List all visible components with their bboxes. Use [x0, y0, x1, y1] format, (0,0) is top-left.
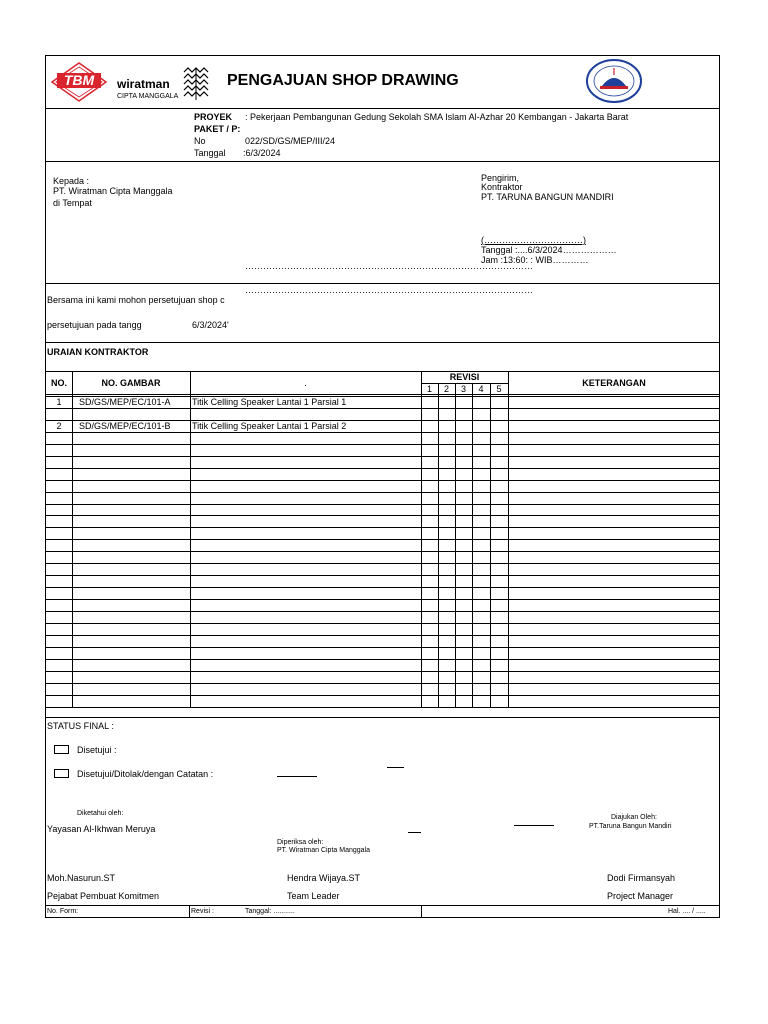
col-ket-header: KETERANGAN [582, 378, 646, 388]
divider [46, 905, 720, 906]
yayasan-seal-logo [584, 58, 644, 104]
col-revisi-header: REVISI [449, 372, 480, 382]
table-row [46, 563, 720, 564]
table-row [46, 515, 720, 516]
divider [46, 108, 720, 109]
table-row [46, 659, 720, 660]
name-ppk: Moh.Nasurun.ST [47, 873, 116, 883]
col-desc-header: . [304, 378, 307, 388]
divider [46, 717, 720, 718]
table-row [46, 611, 720, 612]
table-row [46, 527, 720, 528]
underline [387, 767, 404, 768]
underline [514, 825, 554, 826]
table-row [46, 671, 720, 672]
underline [277, 776, 317, 777]
dotted-line: …………………………………………………………………………………… [245, 261, 533, 271]
col-no-header: NO. [50, 378, 67, 388]
pt-taruna: PT.Taruna Bangun Mandiri [589, 823, 672, 830]
table-row [46, 575, 720, 576]
divider [46, 161, 720, 162]
table-row [46, 408, 720, 409]
revisi-num: 4 [478, 384, 484, 394]
pengirim-label: Pengirim, [481, 173, 520, 183]
wiratman-mark-icon [182, 66, 210, 102]
row-no: 2 [56, 421, 62, 431]
disetujui-checkbox[interactable] [54, 745, 69, 754]
row-desc: Titik Celling Speaker Lantai 1 Parsial 1 [192, 397, 347, 407]
ditolak-checkbox[interactable] [54, 769, 69, 778]
table-row [46, 432, 720, 433]
col-gambar-header: NO. GAMBAR [101, 378, 161, 388]
sender-time: Jam :13:60: : WIB………… [481, 255, 589, 265]
role-pm: Project Manager [607, 891, 674, 901]
divider [46, 342, 720, 343]
footer-revisi: Revisi : [191, 908, 214, 915]
table-row [46, 504, 720, 505]
table-row [46, 683, 720, 684]
col-line [189, 905, 190, 918]
table-row [46, 468, 720, 469]
kontraktor-label: Kontraktor [481, 182, 523, 192]
disetujui-label: Disetujui : [77, 745, 117, 755]
table-row [46, 635, 720, 636]
tanggal-value: :6/3/2024 [243, 148, 281, 158]
pt-wiratman: PT. Wiratman Cipta Manggala [277, 847, 370, 854]
table-row [46, 695, 720, 696]
yayasan-name: Yayasan Al-Ikhwan Meruya [47, 824, 156, 834]
no-value: 022/SD/GS/MEP/III/24 [245, 136, 336, 146]
page-title: PENGAJUAN SHOP DRAWING [227, 72, 459, 89]
sender-date: Tanggal :....6/3/2024……………… [481, 245, 617, 255]
role-ppk: Pejabat Pembuat Komitmen [47, 891, 160, 901]
table-row [46, 551, 720, 552]
kepada-line1: PT. Wiratman Cipta Manggala [53, 186, 173, 196]
tbm-logo [51, 62, 107, 102]
proyek-value: : Pekerjaan Pembangunan Gedung Sekolah SMA Islam Al-Azhar 20 Kembangan - Jakarta Barat [245, 112, 629, 122]
table-row [46, 420, 720, 421]
col-line [421, 905, 422, 918]
kepada-label: Kepada : [53, 176, 90, 186]
divider [46, 394, 720, 395]
proyek-label: PROYEK [194, 112, 233, 122]
row-gambar: SD/GS/MEP/EC/101-B [79, 421, 171, 431]
no-label: No [194, 136, 206, 146]
revisi-num: 1 [426, 384, 432, 394]
wiratman-logo-text: wiratman [117, 77, 170, 91]
status-title: STATUS FINAL : [47, 721, 114, 731]
footer-no-form: No. Form: [47, 908, 79, 915]
table-row [46, 492, 720, 493]
table-row [46, 599, 720, 600]
revisi-num: 5 [496, 384, 502, 394]
table-row [46, 456, 720, 457]
ditolak-label: Disetujui/Ditolak/dengan Catatan : [77, 769, 214, 779]
diajukan-label: Diajukan Oleh: [611, 814, 657, 821]
revisi-num: 3 [460, 384, 466, 394]
table-row [46, 444, 720, 445]
request-text: Bersama ini kami mohon persetujuan shop c [47, 295, 225, 305]
form-frame [45, 55, 720, 918]
divider [46, 283, 720, 284]
divider [46, 371, 720, 372]
name-team-leader: Hendra Wijaya.ST [287, 873, 361, 883]
table-row [46, 539, 720, 540]
uraian-title: URAIAN KONTRAKTOR [47, 347, 149, 357]
table-row [46, 647, 720, 648]
role-team-leader: Team Leader [287, 891, 340, 901]
diketahui-label: Diketahui oleh: [77, 810, 124, 817]
paket-label: PAKET / P: [194, 124, 241, 134]
divider [46, 707, 720, 708]
company-name: PT. TARUNA BANGUN MANDIRI [481, 192, 614, 202]
tanggal-label: Tanggal [194, 148, 226, 158]
row-desc: Titik Celling Speaker Lantai 1 Parsial 2 [192, 421, 347, 431]
request-date: 6/3/2024' [192, 320, 229, 330]
name-pm: Dodi Firmansyah [607, 873, 676, 883]
diperiksa-label: Diperiksa oleh: [277, 839, 324, 846]
row-no: 1 [56, 397, 62, 407]
cipta-logo-text: CIPTA MANGGALA [117, 93, 179, 100]
kepada-line2: di Tempat [53, 198, 92, 208]
table-row [46, 587, 720, 588]
table-row [46, 623, 720, 624]
signature-line: (……………………………) [481, 235, 586, 245]
revisi-num: 2 [443, 384, 449, 394]
footer-tanggal: Tanggal: ........... [245, 908, 295, 915]
tbm-logo-text: TBM [63, 72, 95, 88]
underline [408, 832, 421, 833]
table-row [46, 480, 720, 481]
row-gambar: SD/GS/MEP/EC/101-A [79, 397, 171, 407]
dotted-line: …………………………………………………………………………………… [245, 285, 533, 295]
request-date-label: persetujuan pada tangg [47, 320, 142, 330]
footer-hal: Hal. .... / ..... [668, 908, 706, 915]
